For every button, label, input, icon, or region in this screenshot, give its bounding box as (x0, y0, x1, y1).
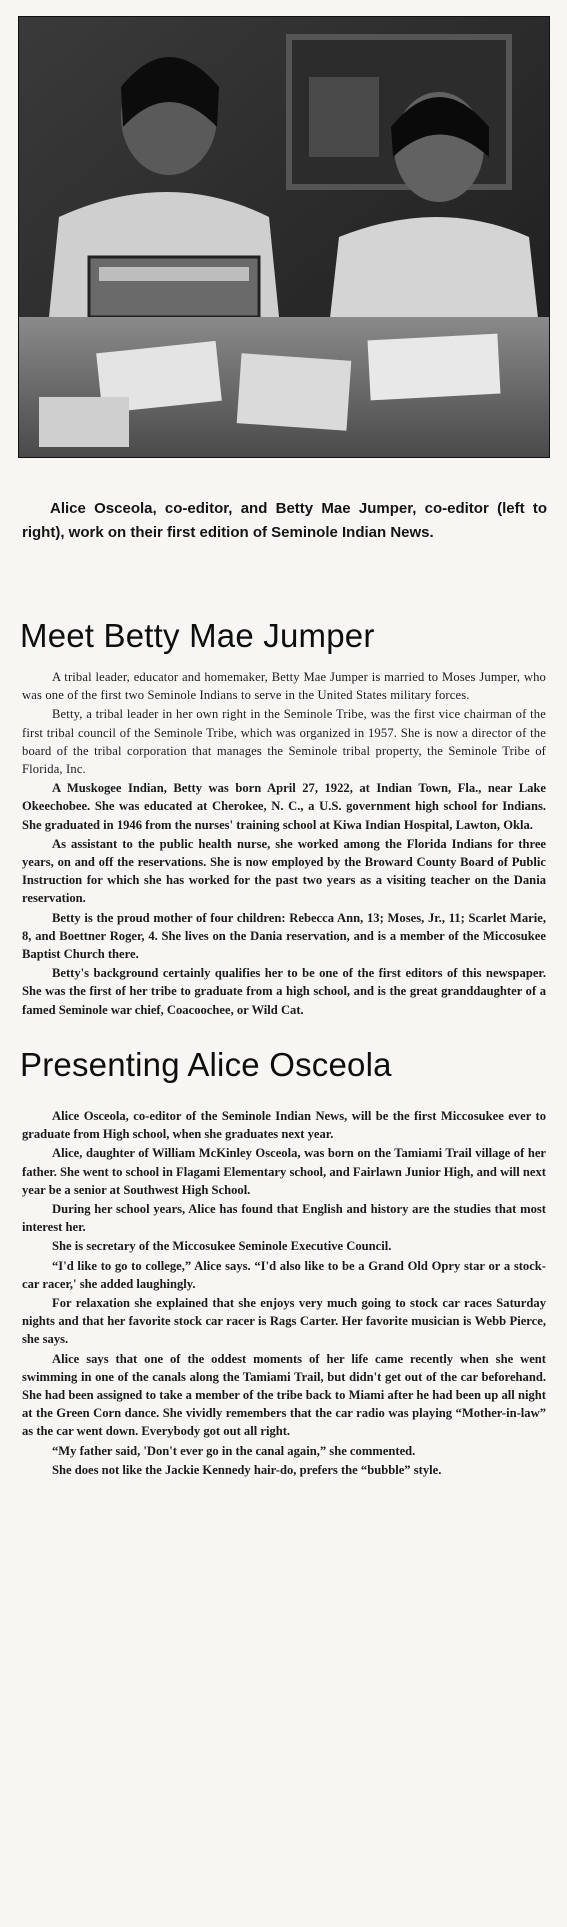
photo-caption: Alice Osceola, co-editor, and Betty Mae Jumper, co-editor (left to right), work on their first edition of Seminole Indian News. (22, 500, 547, 541)
article2-paragraph: She is secretary of the Miccosukee Seminole Executive Council. (52, 1239, 392, 1254)
article2-paragraph: Alice Osceola, co-editor of the Seminole Indian News, will be the first Miccosukee ever to graduate from High school, when she graduates next year. (22, 1109, 546, 1142)
article1-paragraph: As assistant to the public health nurse, she worked among the Florida Indians for three years, on and off the reservations. She is now employed by the Broward County Board of Public Instruction for which she has worked for the past two years as a visiting teacher on the Dania reservation. (22, 836, 546, 906)
article1-paragraph: Betty's background certainly qualifies her to be one of the first editors of this newspaper. She was the first of her tribe to graduate from a high school, and is the great granddaughter of a famed Seminole war chief, Coacoochee, or Wild Cat. (22, 966, 546, 1017)
article1-paragraph: Betty, a tribal leader in her own right in the Seminole Tribe, was the first vice chairman of the first tribal council of the Seminole Tribe, which was organized in 1957. She is now a director of the board of the tribal corporation that manages the Seminole tribal property, the Seminole Tribe of Florida, Inc. (22, 707, 546, 777)
editors-photograph (18, 16, 550, 458)
article2-paragraph: Alice says that one of the oddest moments of her life came recently when she went swimming in one of the canals along the Tamiami Trail, but didn't get out of the car beforehand. She had been assigned to take a member of the tribe back to Miami after he had been up all night at the Green Corn dance. She vividly remembers that the car radio was playing “Mother-in-law” as the car went down. Everybody got out all right. (22, 1351, 546, 1439)
article1-paragraph: Betty is the proud mother of four children: Rebecca Ann, 13; Moses, Jr., 11; Scarlet Marie, 8, and Boettner Roger, 4. She lives on the Dania reservation, and is a member of the Miccosukee Baptist Church there. (22, 910, 546, 962)
article2-paragraph: During her school years, Alice has found that English and history are the studies that most interest her. (22, 1202, 546, 1235)
photograph-icon (19, 17, 549, 457)
headline-betty-mae-jumper: Meet Betty Mae Jumper (20, 617, 375, 654)
article2-paragraph: She does not like the Jackie Kennedy hair-do, prefers the “bubble” style. (52, 1462, 442, 1477)
article2-paragraph: For relaxation she explained that she enjoys very much going to stock car races Saturday nights and that her favorite stock car racer is Rags Carter. Her favorite musician is Webb Pierce, she says. (22, 1296, 546, 1347)
article-betty-mae-jumper (22, 668, 546, 1020)
headline-alice-osceola: Presenting Alice Osceola (20, 1046, 392, 1083)
article2-paragraph: “I'd like to go to college,” Alice says. “I'd also like to be a Grand Old Opry star or a stock-car racer,' she added laughingly. (22, 1258, 546, 1291)
article2-paragraph: “My father said, 'Don't ever go in the canal again,” she commented. (52, 1443, 416, 1458)
article2-paragraph: Alice, daughter of William McKinley Osceola, was born on the Tamiami Trail village of her father. She went to school in Flagami Elementary school, and Fairlawn Junior High, and will next year be a senior at Southwest High School. (22, 1146, 546, 1197)
article1-paragraph: A tribal leader, educator and homemaker, Betty Mae Jumper is married to Moses Jumper, who was one of the first two Seminole Indians to serve in the United States military forces. (22, 670, 546, 703)
article-alice-osceola (22, 1107, 546, 1480)
article1-paragraph: A Muskogee Indian, Betty was born April 27, 1922, at Indian Town, Fla., near Lake Okeechobee. She was educated at Cherokee, N. C., a U.S. government high school for Indians. She graduated in 1946 from the nurses' training school at Kiwa Indian Hospital, Lawton, Okla. (22, 781, 546, 832)
